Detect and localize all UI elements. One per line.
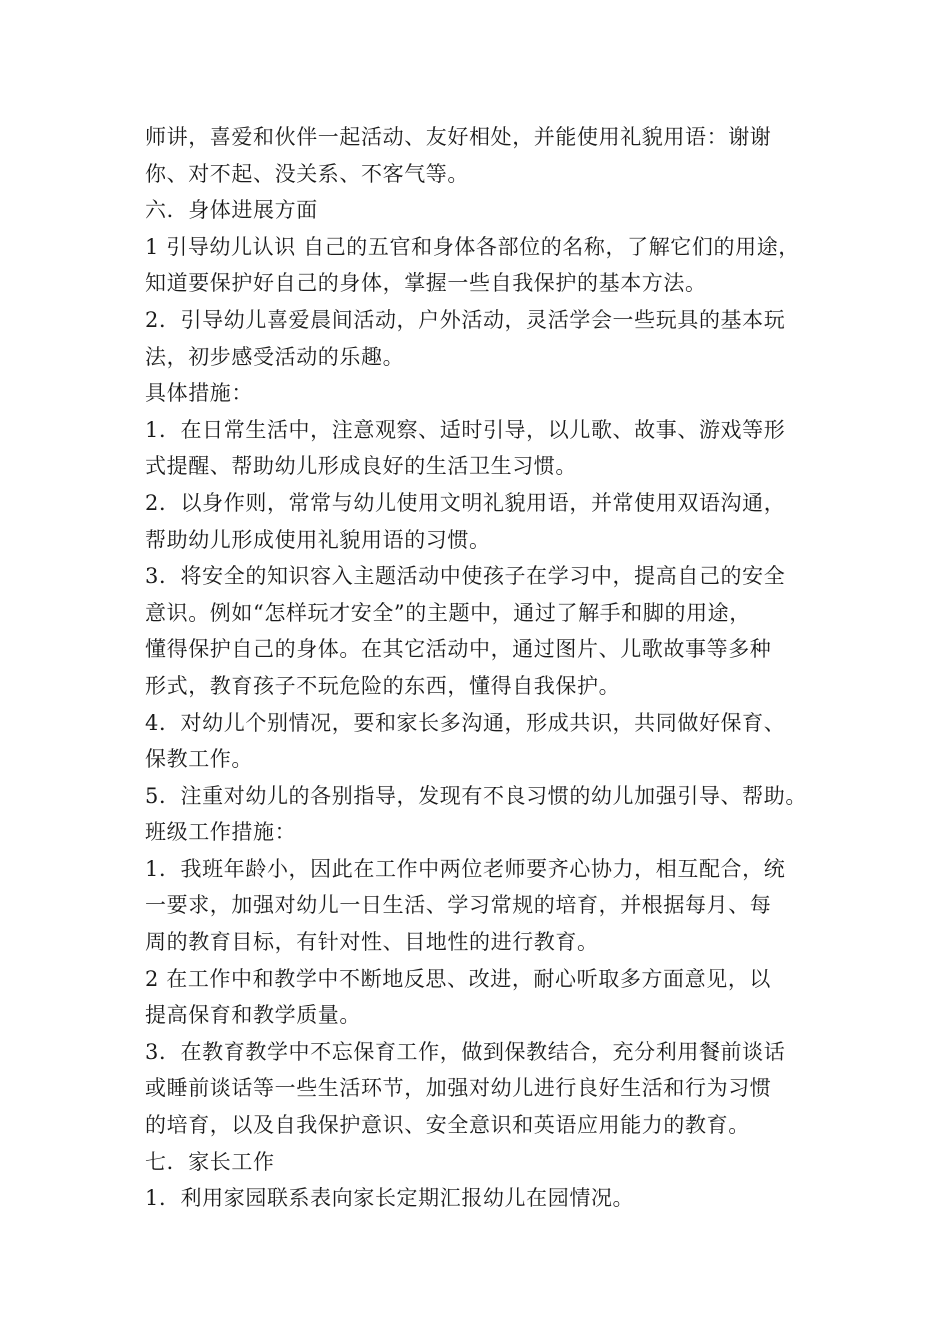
text-line: 周的教育目标，有针对性、目地性的进行教育。 — [145, 930, 599, 955]
text-line: 提高保育和教学质量。 — [145, 1003, 361, 1028]
text-line: 1．利用家园联系表向家长定期汇报幼儿在园情况。 — [145, 1186, 635, 1211]
text-line: 1 引导幼儿认识 自己的五官和身体各部位的名称，了解它们的用途， — [145, 234, 800, 259]
text-line: 3．在教育教学中不忘保育工作，做到保教结合，充分利用餐前谈话 — [145, 1039, 786, 1064]
section-heading: 七．家长工作 — [145, 1149, 275, 1174]
subsection-heading: 班级工作措施： — [145, 820, 297, 845]
text-line: 的培育，以及自我保护意识、安全意识和英语应用能力的教育。 — [145, 1113, 750, 1138]
text-line: 4．对幼儿个别情况，要和家长多沟通，形成共识，共同做好保育、 — [145, 710, 786, 735]
text-line: 1．在日常生活中，注意观察、适时引导，以儿歌、故事、游戏等形 — [145, 417, 786, 442]
text-line: 一要求，加强对幼儿一日生活、学习常规的培育，并根据每月、每 — [145, 893, 772, 918]
text-line: 知道要保护好自己的身体，掌握一些自我保护的基本方法。 — [145, 271, 707, 296]
text-line: 师讲，喜爱和伙伴一起活动、友好相处，并能使用礼貌用语：谢谢 — [145, 125, 772, 149]
text-line: 法，初步感受活动的乐趣。 — [145, 344, 405, 369]
text-line: 保教工作。 — [145, 747, 253, 772]
text-line: 3．将安全的知识容入主题活动中使孩子在学习中，提高自己的安全 — [145, 564, 786, 589]
text-line: 2 在工作中和教学中不断地反思、改进，耐心听取多方面意见，以 — [145, 966, 772, 991]
text-line: 帮助幼儿形成使用礼貌用语的习惯。 — [145, 527, 491, 552]
text-line: 意识。例如“怎样玩才安全”的主题中，通过了解手和脚的用途， — [145, 600, 751, 625]
text-line: 1．我班年龄小，因此在工作中两位老师要齐心协力，相互配合，统 — [145, 856, 786, 881]
text-line: 2．引导幼儿喜爱晨间活动，户外活动，灵活学会一些玩具的基本玩 — [145, 307, 786, 332]
text-line: 或睡前谈话等一些生活环节，加强对幼儿进行良好生活和行为习惯 — [145, 1076, 772, 1101]
text-line: 懂得保护自己的身体。在其它活动中，通过图片、儿歌故事等多种 — [145, 637, 772, 662]
text-line: 2．以身作则，常常与幼儿使用文明礼貌用语，并常使用双语沟通， — [145, 490, 786, 515]
text-line: 式提醒、帮助幼儿形成良好的生活卫生习惯。 — [145, 454, 577, 479]
text-line: 你、对不起、没关系、不客气等。 — [145, 161, 469, 186]
text-line: 5．注重对幼儿的各别指导，发现有不良习惯的幼儿加强引导、帮助。 — [145, 783, 807, 808]
text-line: 形式，教育孩子不玩危险的东西，懂得自我保护。 — [145, 673, 621, 698]
subsection-heading: 具体措施： — [145, 381, 253, 406]
document-body — [145, 119, 825, 1217]
section-heading: 六．身体进展方面 — [145, 198, 318, 223]
